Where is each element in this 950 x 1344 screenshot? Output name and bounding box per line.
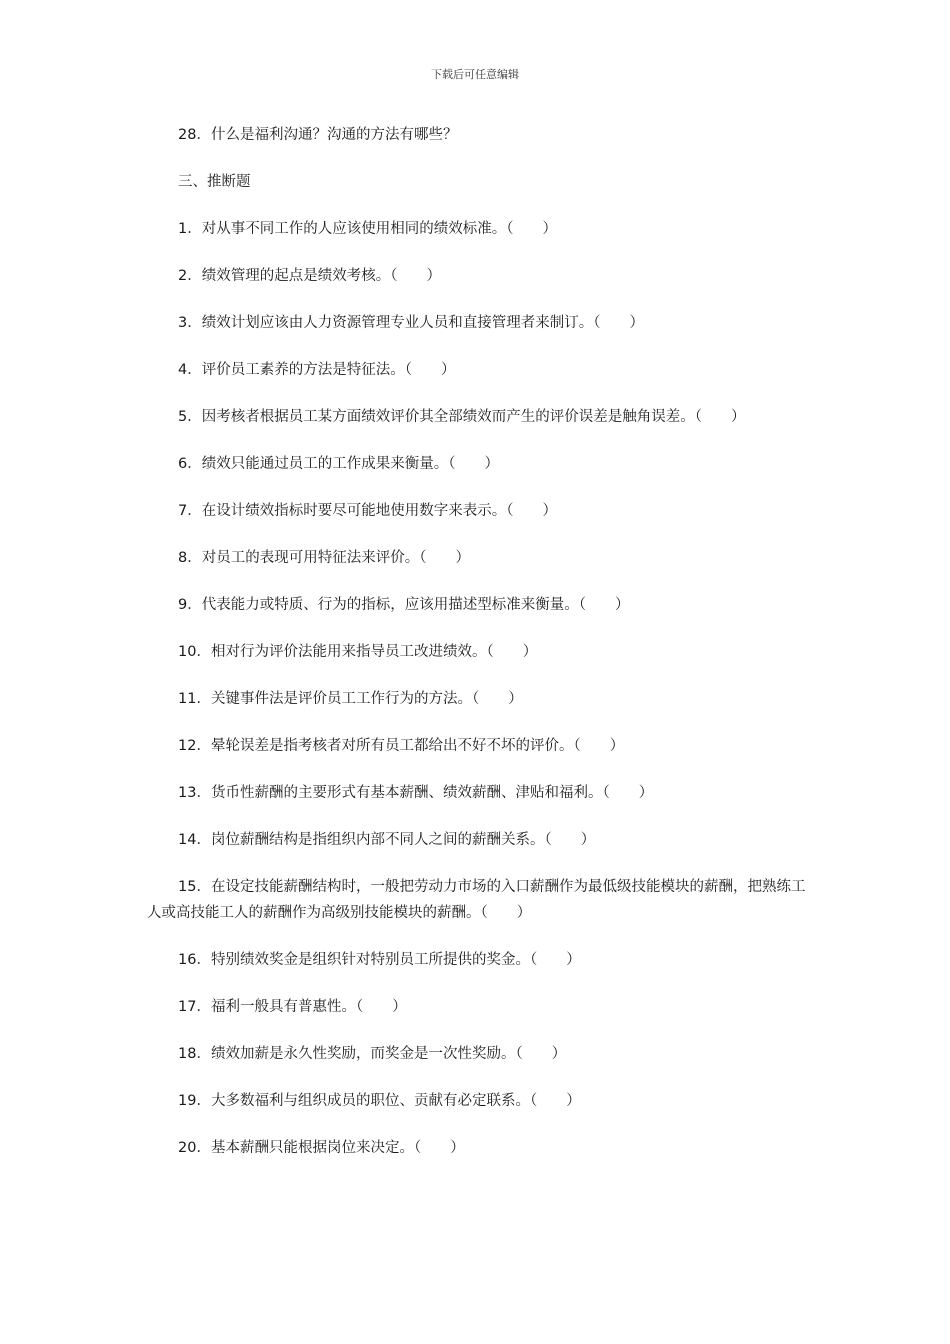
question-10: 10．相对行为评价法能用来指导员工改进绩效。（ ） [178,644,538,660]
page-header: 下载后可任意编辑 [431,68,519,81]
question-1: 1．对从事不同工作的人应该使用相同的绩效标准。（ ） [178,221,557,237]
question-11: 11．关键事件法是评价员工工作行为的方法。（ ） [178,691,523,707]
question-28: 28．什么是福利沟通？沟通的方法有哪些？ [178,127,458,143]
question-14: 14．岗位薪酬结构是指组织内部不同人之间的薪酬关系。（ ） [178,832,596,848]
question-6: 6．绩效只能通过员工的工作成果来衡量。（ ） [178,456,499,472]
question-20: 20．基本薪酬只能根据岗位来决定。（ ） [178,1140,465,1156]
section-title: 三、推断题 [178,174,251,190]
question-9: 9．代表能力或特质、行为的指标，应该用描述型标准来衡量。（ ） [178,597,630,613]
question-2: 2．绩效管理的起点是绩效考核。（ ） [178,268,441,284]
question-19: 19．大多数福利与组织成员的职位、贡献有必定联系。（ ） [178,1093,581,1109]
question-13: 13．货币性薪酬的主要形式有基本薪酬、绩效薪酬、津贴和福利。（ ） [178,785,654,801]
question-8: 8．对员工的表现可用特征法来评价。（ ） [178,550,470,566]
question-17: 17．福利一般具有普惠性。（ ） [178,999,407,1015]
question-4: 4．评价员工素养的方法是特征法。（ ） [178,362,456,378]
question-5: 5．因考核者根据员工某方面绩效评价其全部绩效而产生的评价误差是触角误差。（ ） [178,409,746,425]
question-18: 18．绩效加薪是永久性奖励，而奖金是一次性奖励。（ ） [178,1046,567,1062]
question-3: 3．绩效计划应该由人力资源管理专业人员和直接管理者来制订。（ ） [178,315,644,331]
question-15: 15．在设定技能薪酬结构时，一般把劳动力市场的入口薪酬作为最低级技能模块的薪酬，把熟练工人或高技能工人的薪酬作为高级别技能模块的薪酬。（ ） [147,879,806,921]
document-body [147,122,807,1182]
question-7: 7．在设计绩效指标时要尽可能地使用数字来表示。（ ） [178,503,557,519]
question-12: 12．晕轮误差是指考核者对所有员工都给出不好不坏的评价。（ ） [178,738,625,754]
question-16: 16．特别绩效奖金是组织针对特别员工所提供的奖金。（ ） [178,952,581,968]
